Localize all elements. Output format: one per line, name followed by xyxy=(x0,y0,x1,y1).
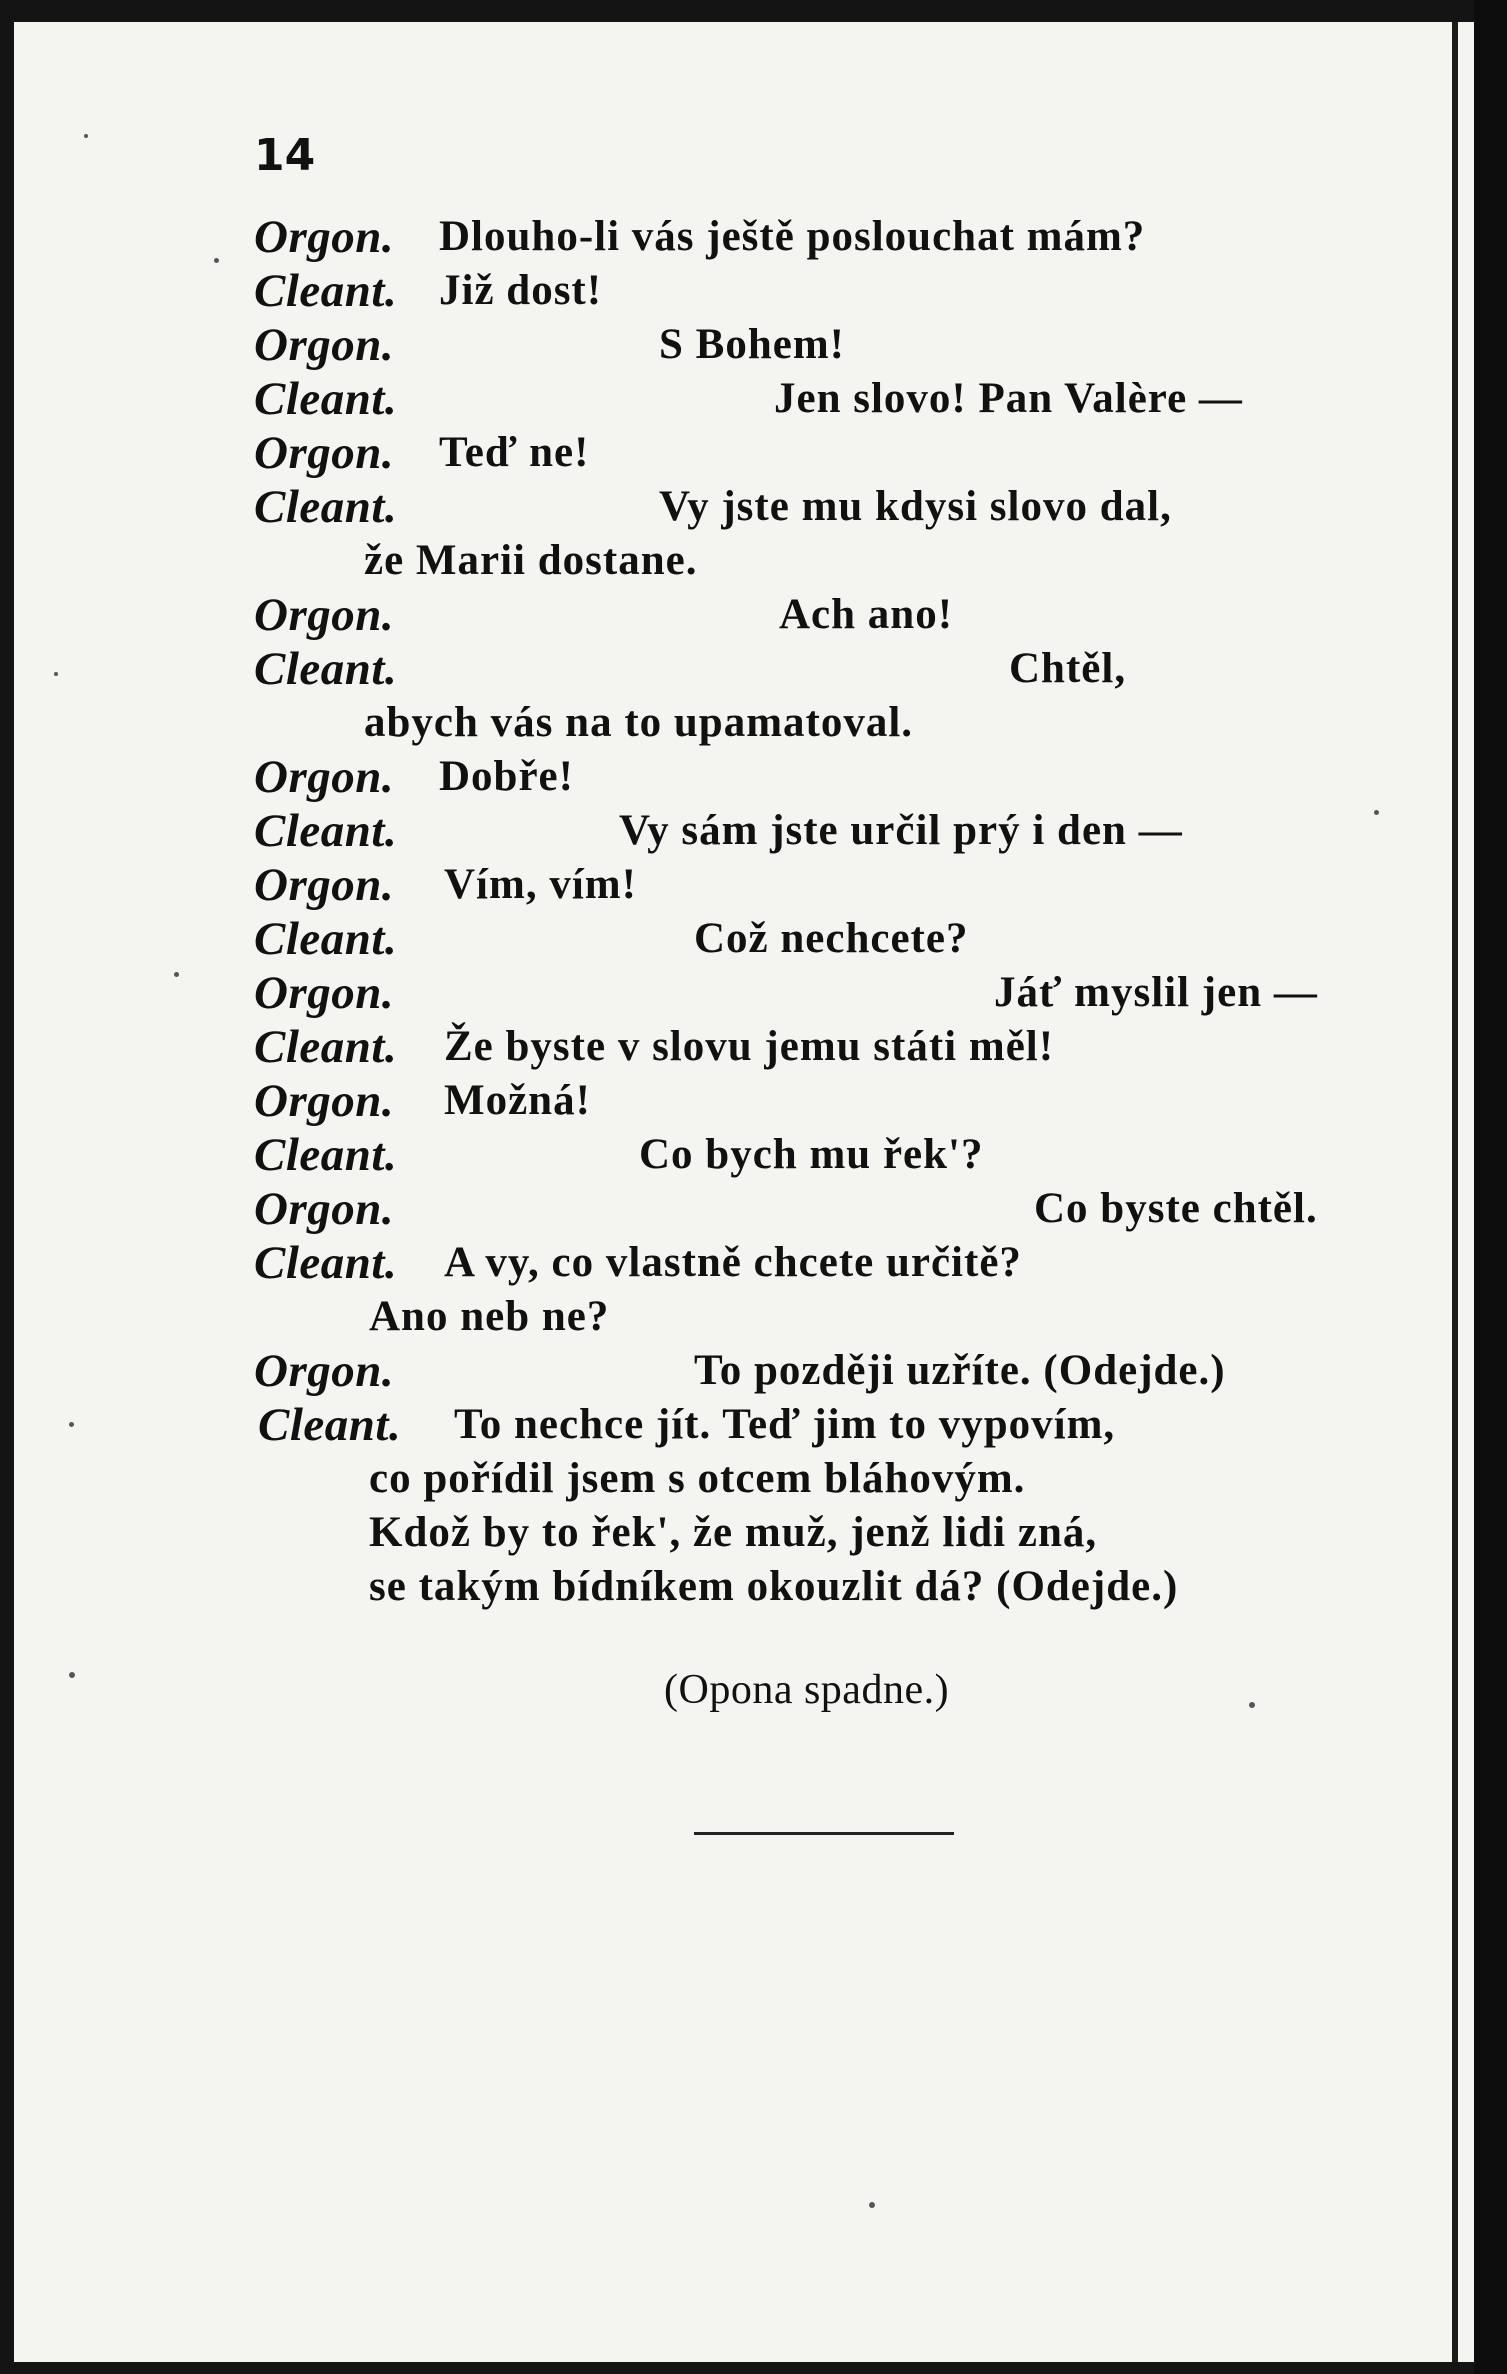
dialogue-line xyxy=(14,210,1474,264)
line-text: A vy, co vlastně chcete určitě? xyxy=(444,1239,1022,1286)
dialogue-line xyxy=(14,534,1474,588)
line-text: Dobře! xyxy=(439,753,574,800)
line-text: se takým bídníkem okouzlit dá? (Odejde.) xyxy=(369,1563,1179,1610)
speaker-name: Orgon. xyxy=(254,859,395,911)
speaker-name: Orgon. xyxy=(254,427,395,479)
dialogue-line xyxy=(14,912,1474,966)
line-text: Vím, vím! xyxy=(444,861,637,908)
dialogue-line xyxy=(14,1020,1474,1074)
speaker-name: Cleant. xyxy=(254,481,398,533)
dialogue-line xyxy=(14,804,1474,858)
dialogue-line xyxy=(14,372,1474,426)
page-gutter xyxy=(1452,22,1458,2362)
dialogue-line xyxy=(14,426,1474,480)
speaker-name: Orgon. xyxy=(254,751,395,803)
speaker-name: Cleant. xyxy=(254,913,398,965)
dialogue-line xyxy=(14,1074,1474,1128)
stage-direction: (Opona spadne.) xyxy=(664,1667,950,1713)
speaker-name: Orgon. xyxy=(254,211,395,263)
line-text: Vy jste mu kdysi slovo dal, xyxy=(659,483,1172,530)
speaker-name: Orgon. xyxy=(254,967,395,1019)
dialogue-line xyxy=(14,480,1474,534)
dialogue-line xyxy=(14,1398,1474,1452)
dialogue-line xyxy=(14,1182,1474,1236)
dialogue-line xyxy=(14,1452,1474,1506)
print-speck xyxy=(869,2202,875,2208)
line-text: Což nechcete? xyxy=(694,915,969,962)
speaker-name: Orgon. xyxy=(254,1345,395,1397)
line-text: Vy sám jste určil prý i den — xyxy=(619,807,1183,854)
line-text: To později uzříte. (Odejde.) xyxy=(694,1347,1226,1394)
line-text: co pořídil jsem s otcem bláhovým. xyxy=(369,1455,1026,1502)
print-speck xyxy=(69,1672,75,1678)
line-text: Ano neb ne? xyxy=(369,1293,610,1340)
line-text: že Marii dostane. xyxy=(364,537,698,584)
book-page xyxy=(14,22,1474,2362)
page-number: 14 xyxy=(254,130,316,181)
end-rule xyxy=(694,1832,954,1835)
speaker-name: Orgon. xyxy=(254,1183,395,1235)
line-text: To nechce jít. Teď jim to vypovím, xyxy=(454,1401,1116,1448)
print-speck xyxy=(84,134,88,138)
dialogue-line xyxy=(14,1344,1474,1398)
speaker-name: Cleant. xyxy=(254,1021,398,1073)
speaker-name: Cleant. xyxy=(258,1399,402,1451)
dialogue-line xyxy=(14,1506,1474,1560)
dialogue-line xyxy=(14,696,1474,750)
dialogue-line xyxy=(14,858,1474,912)
line-text: Jáť myslil jen — xyxy=(994,969,1318,1016)
dialogue-line xyxy=(14,966,1474,1020)
print-speck xyxy=(174,972,179,977)
line-text: Možná! xyxy=(444,1077,591,1124)
speaker-name: Orgon. xyxy=(254,319,395,371)
line-text: S Bohem! xyxy=(659,321,845,368)
line-text: Ach ano! xyxy=(779,591,954,638)
dialogue-line xyxy=(14,1128,1474,1182)
line-text: Již dost! xyxy=(439,267,603,314)
speaker-name: Cleant. xyxy=(254,1129,398,1181)
book-edge xyxy=(1474,0,1507,2374)
line-text: Jen slovo! Pan Valère — xyxy=(774,375,1243,422)
print-speck xyxy=(54,672,58,676)
dialogue-line xyxy=(14,642,1474,696)
dialogue-line xyxy=(14,1290,1474,1344)
dialogue-line xyxy=(14,1236,1474,1290)
dialogue-line xyxy=(14,1560,1474,1614)
print-speck xyxy=(1374,810,1379,815)
line-text: Co bych mu řek'? xyxy=(639,1131,984,1178)
line-text: Chtěl, xyxy=(1009,645,1127,692)
line-text: Že byste v slovu jemu státi měl! xyxy=(444,1023,1055,1070)
speaker-name: Cleant. xyxy=(254,1237,398,1289)
dialogue-line xyxy=(14,750,1474,804)
speaker-name: Cleant. xyxy=(254,265,398,317)
dialogue-line xyxy=(14,588,1474,642)
print-speck xyxy=(69,1422,74,1427)
print-speck xyxy=(1249,1702,1255,1708)
speaker-name: Cleant. xyxy=(254,805,398,857)
line-text: Teď ne! xyxy=(439,429,590,476)
dialogue-line xyxy=(14,318,1474,372)
dialogue-line xyxy=(14,264,1474,318)
speaker-name: Orgon. xyxy=(254,1075,395,1127)
line-text: abych vás na to upamatoval. xyxy=(364,699,914,746)
line-text: Co byste chtěl. xyxy=(1034,1185,1318,1232)
speaker-name: Cleant. xyxy=(254,373,398,425)
line-text: Dlouho-li vás ještě poslouchat mám? xyxy=(439,213,1146,260)
print-speck xyxy=(214,258,219,263)
line-text: Kdož by to řek', že muž, jenž lidi zná, xyxy=(369,1509,1098,1556)
speaker-name: Cleant. xyxy=(254,643,398,695)
speaker-name: Orgon. xyxy=(254,589,395,641)
